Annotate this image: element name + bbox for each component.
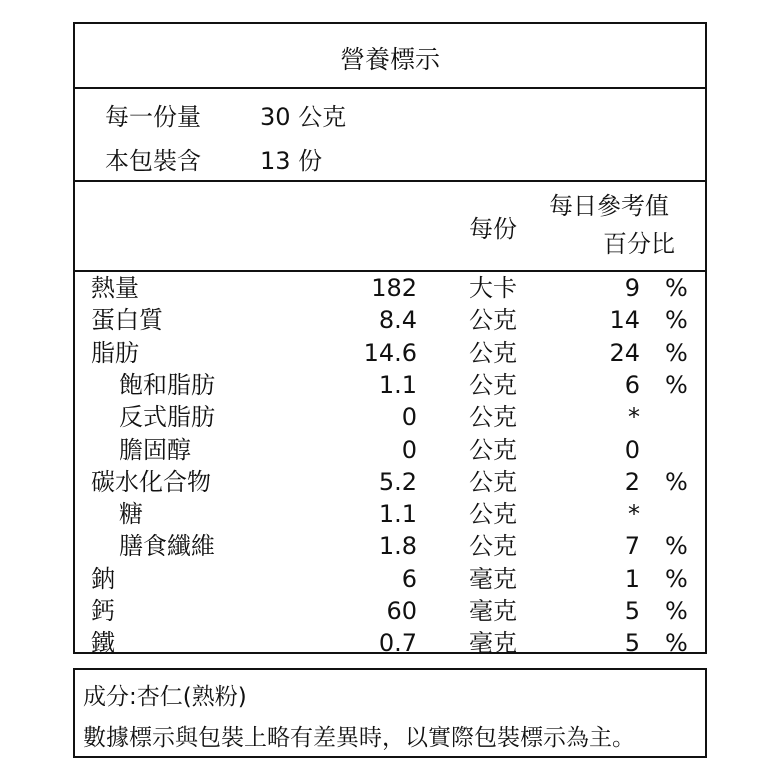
daily-value-percent: 2 [624, 467, 640, 496]
ingredients-text: 成分:杏仁(熟粉) [83, 684, 247, 710]
nutrition-facts-panel [73, 22, 707, 658]
nutrient-unit: 公克 [469, 467, 517, 496]
nutrient-unit: 大卡 [469, 274, 517, 302]
table-row [75, 563, 705, 595]
nutrient-amount: 6 [401, 564, 417, 593]
nutrient-amount: 182 [371, 274, 417, 302]
disclaimer-text: 數據標示與包裝上略有差異時，以實際包裝標示為主。 [83, 725, 635, 751]
table-row [75, 401, 705, 433]
percent-sign: % [665, 532, 688, 561]
daily-value-percent: 14 [609, 306, 640, 335]
label-title: 營養標示 [339, 45, 440, 74]
daily-value-percent: 0 [624, 435, 640, 464]
daily-value-percent: * [628, 403, 640, 432]
nutrient-name: 鈉 [91, 564, 115, 593]
percent-sign: % [665, 564, 688, 593]
nutrient-name: 熱量 [91, 274, 139, 302]
nutrient-unit: 公克 [469, 500, 517, 529]
nutrient-amount: 1.1 [378, 500, 417, 529]
nutrient-unit: 毫克 [469, 564, 517, 593]
daily-value-percent: * [628, 500, 640, 529]
nutrient-name: 反式脂肪 [119, 403, 215, 432]
daily-value-percent: 5 [624, 597, 640, 625]
daily-value-percent: 6 [624, 370, 640, 399]
daily-value-percent: 7 [624, 532, 640, 561]
nutrient-unit: 公克 [469, 532, 517, 561]
serving-size-value: 30 公克 [260, 103, 347, 131]
percent-sign: % [665, 597, 688, 625]
nutrient-name: 糖 [119, 500, 143, 529]
percent-sign: % [665, 274, 688, 302]
table-row [75, 530, 705, 562]
nutrient-unit: 公克 [469, 370, 517, 399]
daily-value-percent: 5 [624, 629, 640, 658]
nutrient-name: 鐵 [91, 629, 115, 658]
daily-value-percent: 24 [609, 338, 640, 367]
percent-sign: % [665, 467, 688, 496]
nutrient-name: 碳水化合物 [91, 467, 211, 496]
nutrient-unit: 公克 [469, 306, 517, 335]
daily-value-header-line1: 每日參考值 [549, 192, 669, 220]
daily-value-header-line2: 百分比 [603, 230, 675, 258]
serving-section [75, 89, 705, 182]
nutrient-unit: 毫克 [469, 597, 517, 625]
daily-value-percent: 1 [624, 564, 640, 593]
nutrient-amount: 0 [401, 435, 417, 464]
daily-value-percent: 9 [624, 274, 640, 302]
nutrient-name: 膽固醇 [119, 435, 191, 464]
table-row [75, 304, 705, 336]
nutrient-amount: 1.8 [378, 532, 417, 561]
title-section [75, 24, 705, 89]
servings-per-package-label: 本包裝含 [105, 147, 201, 175]
nutrient-unit: 公克 [469, 403, 517, 432]
nutrient-name: 飽和脂肪 [119, 370, 215, 399]
nutrient-name: 鈣 [91, 597, 115, 625]
table-row [75, 369, 705, 401]
nutrient-amount: 8.4 [378, 306, 417, 335]
serving-size-label: 每一份量 [105, 103, 201, 131]
nutrient-amount: 0 [401, 403, 417, 432]
table-row [75, 434, 705, 466]
nutrient-amount: 60 [386, 597, 417, 625]
nutrient-name: 膳食纖維 [119, 532, 215, 561]
percent-sign: % [665, 306, 688, 335]
nutrient-name: 脂肪 [91, 338, 139, 367]
nutrient-name: 蛋白質 [91, 306, 163, 335]
nutrient-amount: 5.2 [378, 467, 417, 496]
percent-sign: % [665, 338, 688, 367]
percent-sign: % [665, 370, 688, 399]
table-row [75, 337, 705, 369]
table-row [75, 498, 705, 530]
percent-sign: % [665, 629, 688, 658]
table-row [75, 595, 705, 627]
column-header-section [75, 182, 705, 272]
table-row [75, 627, 705, 659]
nutrient-unit: 毫克 [469, 629, 517, 658]
nutrient-amount: 14.6 [363, 338, 417, 367]
notes-panel [73, 668, 707, 758]
nutrient-amount: 0.7 [378, 629, 417, 658]
nutrient-unit: 公克 [469, 338, 517, 367]
per-serving-header: 每份 [469, 215, 517, 243]
table-row [75, 272, 705, 304]
nutrient-amount: 1.1 [378, 370, 417, 399]
table-row [75, 466, 705, 498]
servings-per-package-value: 13 份 [260, 147, 323, 175]
nutrient-unit: 公克 [469, 435, 517, 464]
